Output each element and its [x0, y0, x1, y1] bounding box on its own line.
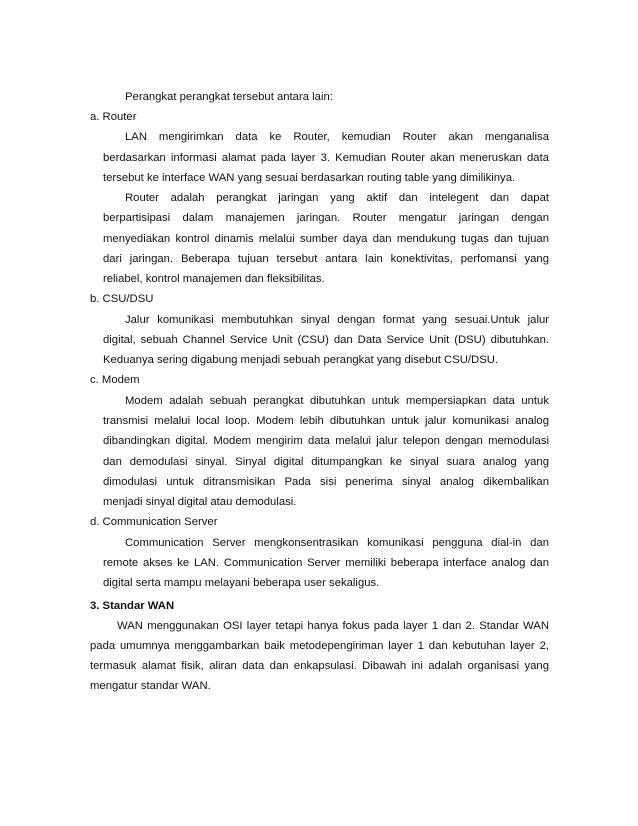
section-line-3: termasuk alamat fisik, aliran data dan enkapsulasi. Dibawah ini adalah organisasi yang	[90, 660, 549, 672]
router-line-3: tersebut ke interface WAN yang sesuai berdasarkan routing table yang dimilikinya.	[103, 172, 516, 184]
router-line-6: menyediakan kontrol dinamis melalui sumber daya dan mendukung tugas dan tujuan	[103, 233, 549, 245]
modem-line-1: Modem adalah sebuah perangkat dibutuhkan untuk mempersiapkan data untuk	[125, 395, 549, 407]
modem-line-4: dan demodulasi sinyal. Sinyal digital ditumpangkan ke sinyal suara analog yang	[103, 456, 549, 468]
item-label-communication-server: d. Communication Server	[90, 516, 218, 528]
router-line-5: berpartisipasi dalam manajemen jaringan. Router mengatur jaringan dengan	[103, 212, 549, 224]
item-label-router: a. Router	[90, 111, 137, 123]
router-line-1: LAN mengirimkan data ke Router, kemudian Router akan menganalisa	[125, 131, 549, 143]
modem-line-2: transmisi melalui local loop. Modem lebih dibutuhkan untuk jalur komunikasi analog	[103, 415, 549, 427]
csu-line-2: digital, sebuah Channel Service Unit (CSU) dan Data Service Unit (DSU) dibutuhkan.	[103, 334, 549, 346]
section-line-4: mengatur standar WAN.	[90, 680, 211, 692]
item-label-modem: c. Modem	[90, 374, 140, 386]
comm-line-3: digital serta mampu melayani beberapa user sekaligus.	[103, 577, 380, 589]
comm-line-1: Communication Server mengkonsentrasikan komunikasi pengguna dial-in dan	[125, 537, 549, 549]
router-line-7: dari jaringan. Beberapa tujuan tersebut antara lain konektivitas, perfomansi yang	[103, 253, 549, 265]
comm-line-2: remote akses ke LAN. Communication Server memiliki beberapa interface analog dan	[103, 557, 549, 569]
router-line-4: Router adalah perangkat jaringan yang aktif dan intelegent dan dapat	[125, 192, 549, 204]
csu-line-3: Keduanya sering digabung menjadi sebuah perangkat yang disebut CSU/DSU.	[103, 354, 499, 366]
modem-line-6: menjadi sinyal digital atau demodulasi.	[103, 496, 297, 508]
intro-text: Perangkat perangkat tersebut antara lain:	[125, 91, 333, 103]
item-label-csu-dsu: b. CSU/DSU	[90, 293, 154, 305]
section-line-2: pada umumnya menggambarkan baik metodepengiriman layer 1 dan kebutuhan layer 2,	[90, 640, 549, 652]
router-line-8: reliabel, kontrol manajemen dan fleksibilitas.	[103, 273, 325, 285]
modem-line-5: dimodulasi untuk ditransmisikan Pada sisi penerima sinyal analog dikembalikan	[103, 476, 549, 488]
csu-line-1: Jalur komunikasi membutuhkan sinyal dengan format yang sesuai.Untuk jalur	[125, 314, 549, 326]
section-heading: 3. Standar WAN	[90, 600, 175, 612]
section-line-1: WAN menggunakan OSI layer tetapi hanya fokus pada layer 1 dan 2. Standar WAN	[117, 620, 549, 632]
router-line-2: berdasarkan informasi alamat pada layer 3. Kemudian Router akan meneruskan data	[103, 152, 549, 164]
modem-line-3: dibandingkan digital. Modem mengirim data melalui jalur telepon dengan memodulasi	[103, 435, 549, 447]
